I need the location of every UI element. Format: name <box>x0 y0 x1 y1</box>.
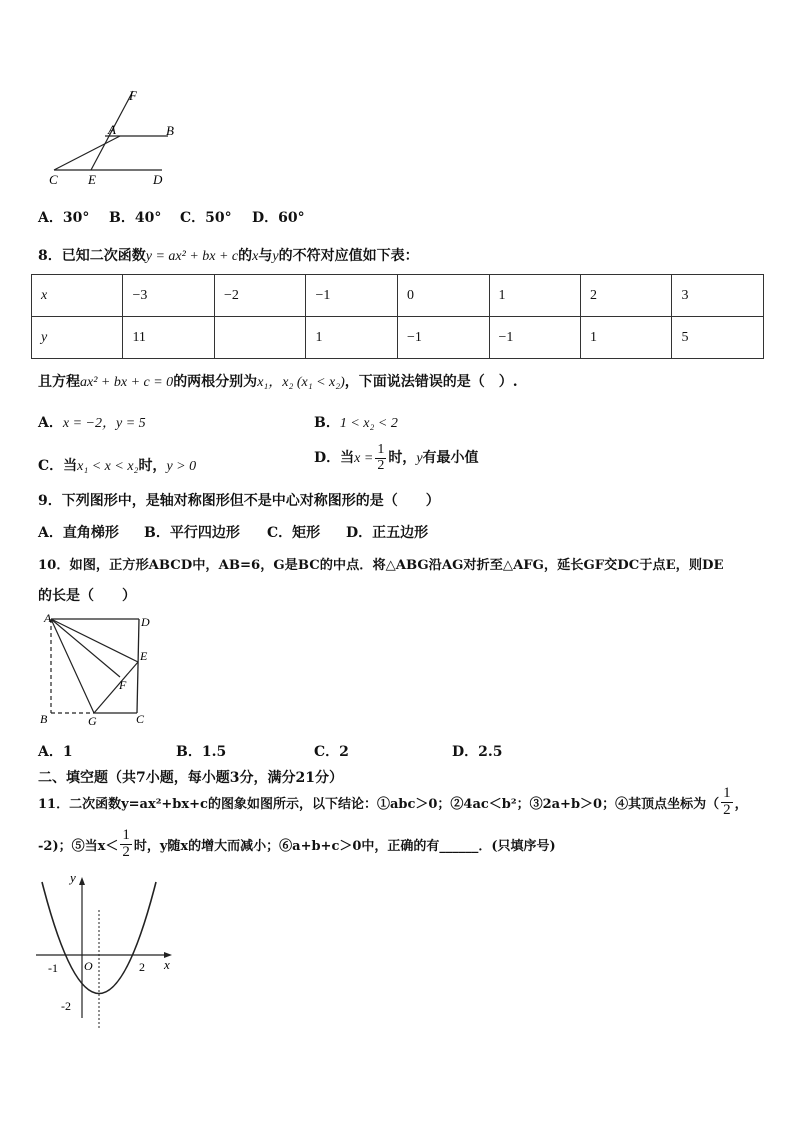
table-cell <box>214 317 306 359</box>
q8-opt-b-math: 1 < x₂ < 2 <box>339 416 398 431</box>
label-c: C <box>49 172 58 187</box>
axis-label-y: y <box>70 870 76 885</box>
q8-opt-d-y: y <box>416 451 423 467</box>
q8-option-b <box>314 412 398 432</box>
q8-stem-y: y <box>272 249 279 264</box>
fraction-numerator: 1 <box>723 785 731 801</box>
q11-fraction-2 <box>120 828 132 861</box>
q10-option-a: A．1 <box>38 744 73 760</box>
q11-line1-end: ， <box>734 796 748 812</box>
q10-option-c: C．2 <box>314 744 349 760</box>
line-cf <box>54 136 120 170</box>
q11-line1 <box>38 786 748 819</box>
q8-opt-d-math: x = <box>354 451 374 467</box>
q10-option-b: B．1.5 <box>176 744 227 760</box>
table-cell: −1 <box>398 317 490 359</box>
q8-option-c <box>38 455 196 475</box>
tick-label-neg1: -1 <box>48 961 58 975</box>
fraction-denominator: 2 <box>377 457 385 473</box>
q8-opt-d-mid: 时， <box>388 450 417 467</box>
fraction-denominator: 2 <box>122 843 130 860</box>
q10-stem-line2: 的长是（ ） <box>38 588 136 604</box>
tick-label-neg2: -2 <box>61 999 71 1013</box>
side-dc <box>137 619 139 713</box>
q9-stem: 9．下列图形中，是轴对称图形但不是中心对称图形的是（ ） <box>38 493 440 509</box>
fraction-numerator: 1 <box>377 442 385 457</box>
q8-cond-mid: 的两根分别为 <box>173 374 258 390</box>
q8-stem-suffix: 的不符对应值如下表： <box>278 248 419 264</box>
q8-option-a <box>38 412 146 432</box>
label-b: B <box>166 123 174 138</box>
label-d: D <box>141 615 150 629</box>
q8-stem-formula: y = ax² + bx + c <box>145 249 239 264</box>
table-cell: −3 <box>123 275 215 317</box>
tick-label-2: 2 <box>139 960 145 974</box>
q9-option-b: B．平行四边形 <box>144 525 240 541</box>
label-e: E <box>140 649 148 663</box>
table-cell: −2 <box>214 275 306 317</box>
q11-line2 <box>38 828 556 861</box>
table-cell: 1 <box>306 317 398 359</box>
table-cell: y <box>32 317 123 359</box>
q8-condition <box>38 371 518 391</box>
table-cell: 5 <box>672 317 764 359</box>
q10-option-d: D．2.5 <box>452 744 503 760</box>
label-a: A <box>108 122 116 137</box>
q8-opt-d-suffix: 有最小值 <box>422 450 479 467</box>
q8-cond-formula: ax² + bx + c = 0 <box>80 375 174 390</box>
origin-label: O <box>84 959 93 973</box>
table-cell: −1 <box>489 317 581 359</box>
q8-opt-c-mid: 时， <box>138 458 167 474</box>
table-row-x <box>32 275 764 317</box>
q8-stem-prefix: 8．已知二次函数 <box>38 248 146 264</box>
q11-parabola-graph <box>30 868 180 1028</box>
q8-cond-suffix: ，下面说法错误的是（ ）. <box>344 374 518 390</box>
table-cell: 0 <box>398 275 490 317</box>
line-ag <box>51 619 94 713</box>
q8-opt-d-label: D．当 <box>314 450 355 467</box>
q7-option-d: D．60° <box>252 210 305 226</box>
q7-option-b: B．40° <box>109 210 162 226</box>
q11-line2-end: 时，y随x的增大而减小；⑥a+b+c＞0中，正确的有______．(只填序号) <box>133 838 556 854</box>
label-e: E <box>88 172 96 187</box>
q8-opt-c-math: x₁ < x < x₂ <box>77 459 139 474</box>
label-c: C <box>136 712 145 726</box>
q11-line2-start: -2)；⑤当x＜ <box>38 838 119 854</box>
q8-opt-d-fraction <box>375 443 386 473</box>
q10-figure <box>36 610 166 730</box>
y-axis-arrow-icon <box>79 877 85 885</box>
q8-stem <box>38 245 419 265</box>
label-b: B <box>40 712 48 726</box>
q8-opt-a-label: A． <box>38 415 63 431</box>
q7-option-a: A．30° <box>38 210 90 226</box>
section-heading: 二、填空题（共7小题，每小题3分，满分21分） <box>38 770 343 786</box>
table-cell: 1 <box>581 317 672 359</box>
table-cell: 1 <box>489 275 581 317</box>
q7-figure <box>40 85 180 190</box>
table-cell: 11 <box>123 317 215 359</box>
parabola-curve <box>42 882 156 994</box>
q10-stem-line1: 10．如图，正方形ABCD中，AB=6，G是BC的中点．将△ABG沿AG对折至△AFG，延长GF交DC于点E，则DE <box>38 558 724 573</box>
q8-opt-b-label: B． <box>314 415 340 431</box>
table-row-y <box>32 317 764 359</box>
q9-option-d: D．正五边形 <box>346 525 429 541</box>
axis-label-x: x <box>164 957 170 972</box>
label-f: F <box>119 678 127 692</box>
label-f: F <box>129 88 137 103</box>
table-cell: 2 <box>581 275 672 317</box>
line-ge <box>94 662 138 713</box>
label-d: D <box>153 172 163 187</box>
q8-option-d <box>314 443 479 473</box>
q11-fraction-1 <box>721 786 733 819</box>
q8-opt-c-label: C．当 <box>38 458 78 474</box>
q9-option-a: A．直角梯形 <box>38 525 119 541</box>
q11-line1-text: 11．二次函数y=ax²+bx+c的图象如图所示，以下结论：①abc＞0；②4ac＜b²；③2a+b＞0；④其顶点坐标为（ <box>38 796 720 812</box>
table-cell: 3 <box>672 275 764 317</box>
q8-stem-mid: 的 <box>238 248 253 264</box>
q8-opt-a-math: x = −2，y = 5 <box>62 416 146 431</box>
q8-cond-prefix: 且方程 <box>38 374 80 390</box>
q8-cond-roots: x₁，x₂ (x₁ < x₂) <box>257 375 345 390</box>
q8-stem-x: x <box>252 249 259 264</box>
label-g: G <box>88 714 97 728</box>
label-a: A <box>44 611 52 625</box>
q7-option-c: C．50° <box>180 210 232 226</box>
q8-value-table <box>31 274 764 359</box>
table-cell: −1 <box>306 275 398 317</box>
fraction-numerator: 1 <box>122 827 130 843</box>
q8-opt-c-math2: y > 0 <box>166 459 197 474</box>
q9-option-c: C．矩形 <box>267 525 321 541</box>
q8-stem-and: 与 <box>258 248 273 264</box>
fraction-denominator: 2 <box>723 801 731 818</box>
table-cell: x <box>32 275 123 317</box>
